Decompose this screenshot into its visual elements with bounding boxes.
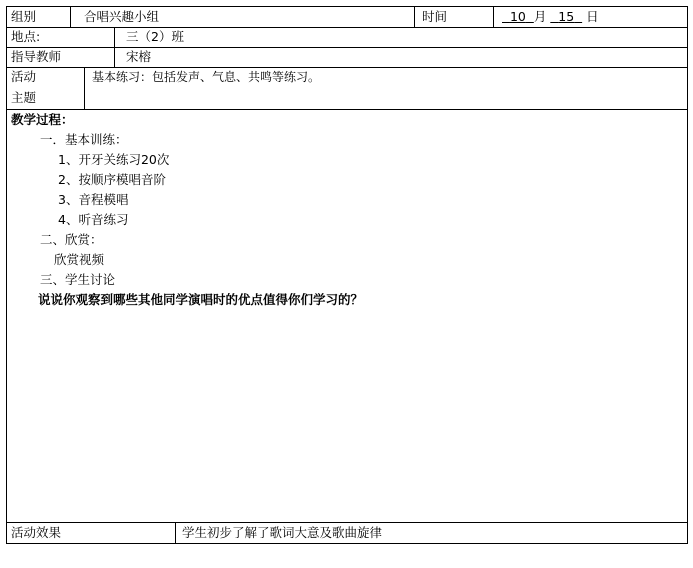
process-line-6: 二、欣赏：	[40, 232, 103, 247]
theme-value: 基本练习：包括发声、气息、共鸣等练习。	[92, 70, 321, 84]
date-day: 15	[558, 9, 575, 24]
process-line-7: 欣赏视频	[54, 252, 105, 267]
effect-value: 学生初步了解了歌词大意及歌曲旋律	[182, 525, 383, 540]
col-divider-effect	[175, 522, 176, 543]
group-value: 合唱兴趣小组	[84, 9, 160, 24]
location-label: 地点:	[11, 29, 41, 44]
teacher-value: 宋榕	[126, 49, 152, 64]
location-value: 三（2）班	[126, 29, 184, 44]
col-divider-time-left	[414, 6, 415, 27]
process-line-3: 2、按顺序模唱音阶	[58, 172, 166, 187]
col-divider-mid	[114, 27, 115, 67]
teacher-label: 指导教师	[11, 49, 62, 64]
effect-label: 活动效果	[11, 525, 62, 540]
process-line-5: 4、听音练习	[58, 212, 129, 227]
col-divider-group	[70, 6, 71, 27]
border-top	[6, 6, 688, 7]
row-divider-2	[6, 47, 688, 48]
theme-label-line1: 活动	[11, 69, 37, 84]
process-line-8: 三、学生讨论	[40, 272, 116, 287]
col-divider-time-right	[493, 6, 494, 27]
row-divider-4	[6, 109, 688, 110]
border-bottom	[6, 543, 688, 544]
process-line-2: 1、开牙关练习20次	[58, 152, 170, 167]
group-label: 组别	[11, 9, 37, 24]
process-heading: 教学过程：	[11, 112, 74, 127]
row-divider-5	[6, 522, 688, 523]
discussion-question: 说说你观察到哪些其他同学演唱时的优点值得你们学习的？	[38, 292, 364, 307]
date-month-suffix: 月	[533, 9, 547, 24]
border-right	[687, 6, 688, 544]
date-month: 10	[509, 9, 526, 24]
time-label: 时间	[422, 9, 448, 24]
theme-label-line2: 主题	[11, 90, 37, 105]
process-line-1: 一．基本训练：	[40, 132, 128, 147]
date-field	[502, 8, 599, 26]
date-day-suffix: 日	[586, 9, 599, 24]
row-divider-1	[6, 27, 688, 28]
col-divider-theme	[84, 67, 85, 109]
process-line-4: 3、音程模唱	[58, 192, 129, 207]
border-left	[6, 6, 7, 544]
